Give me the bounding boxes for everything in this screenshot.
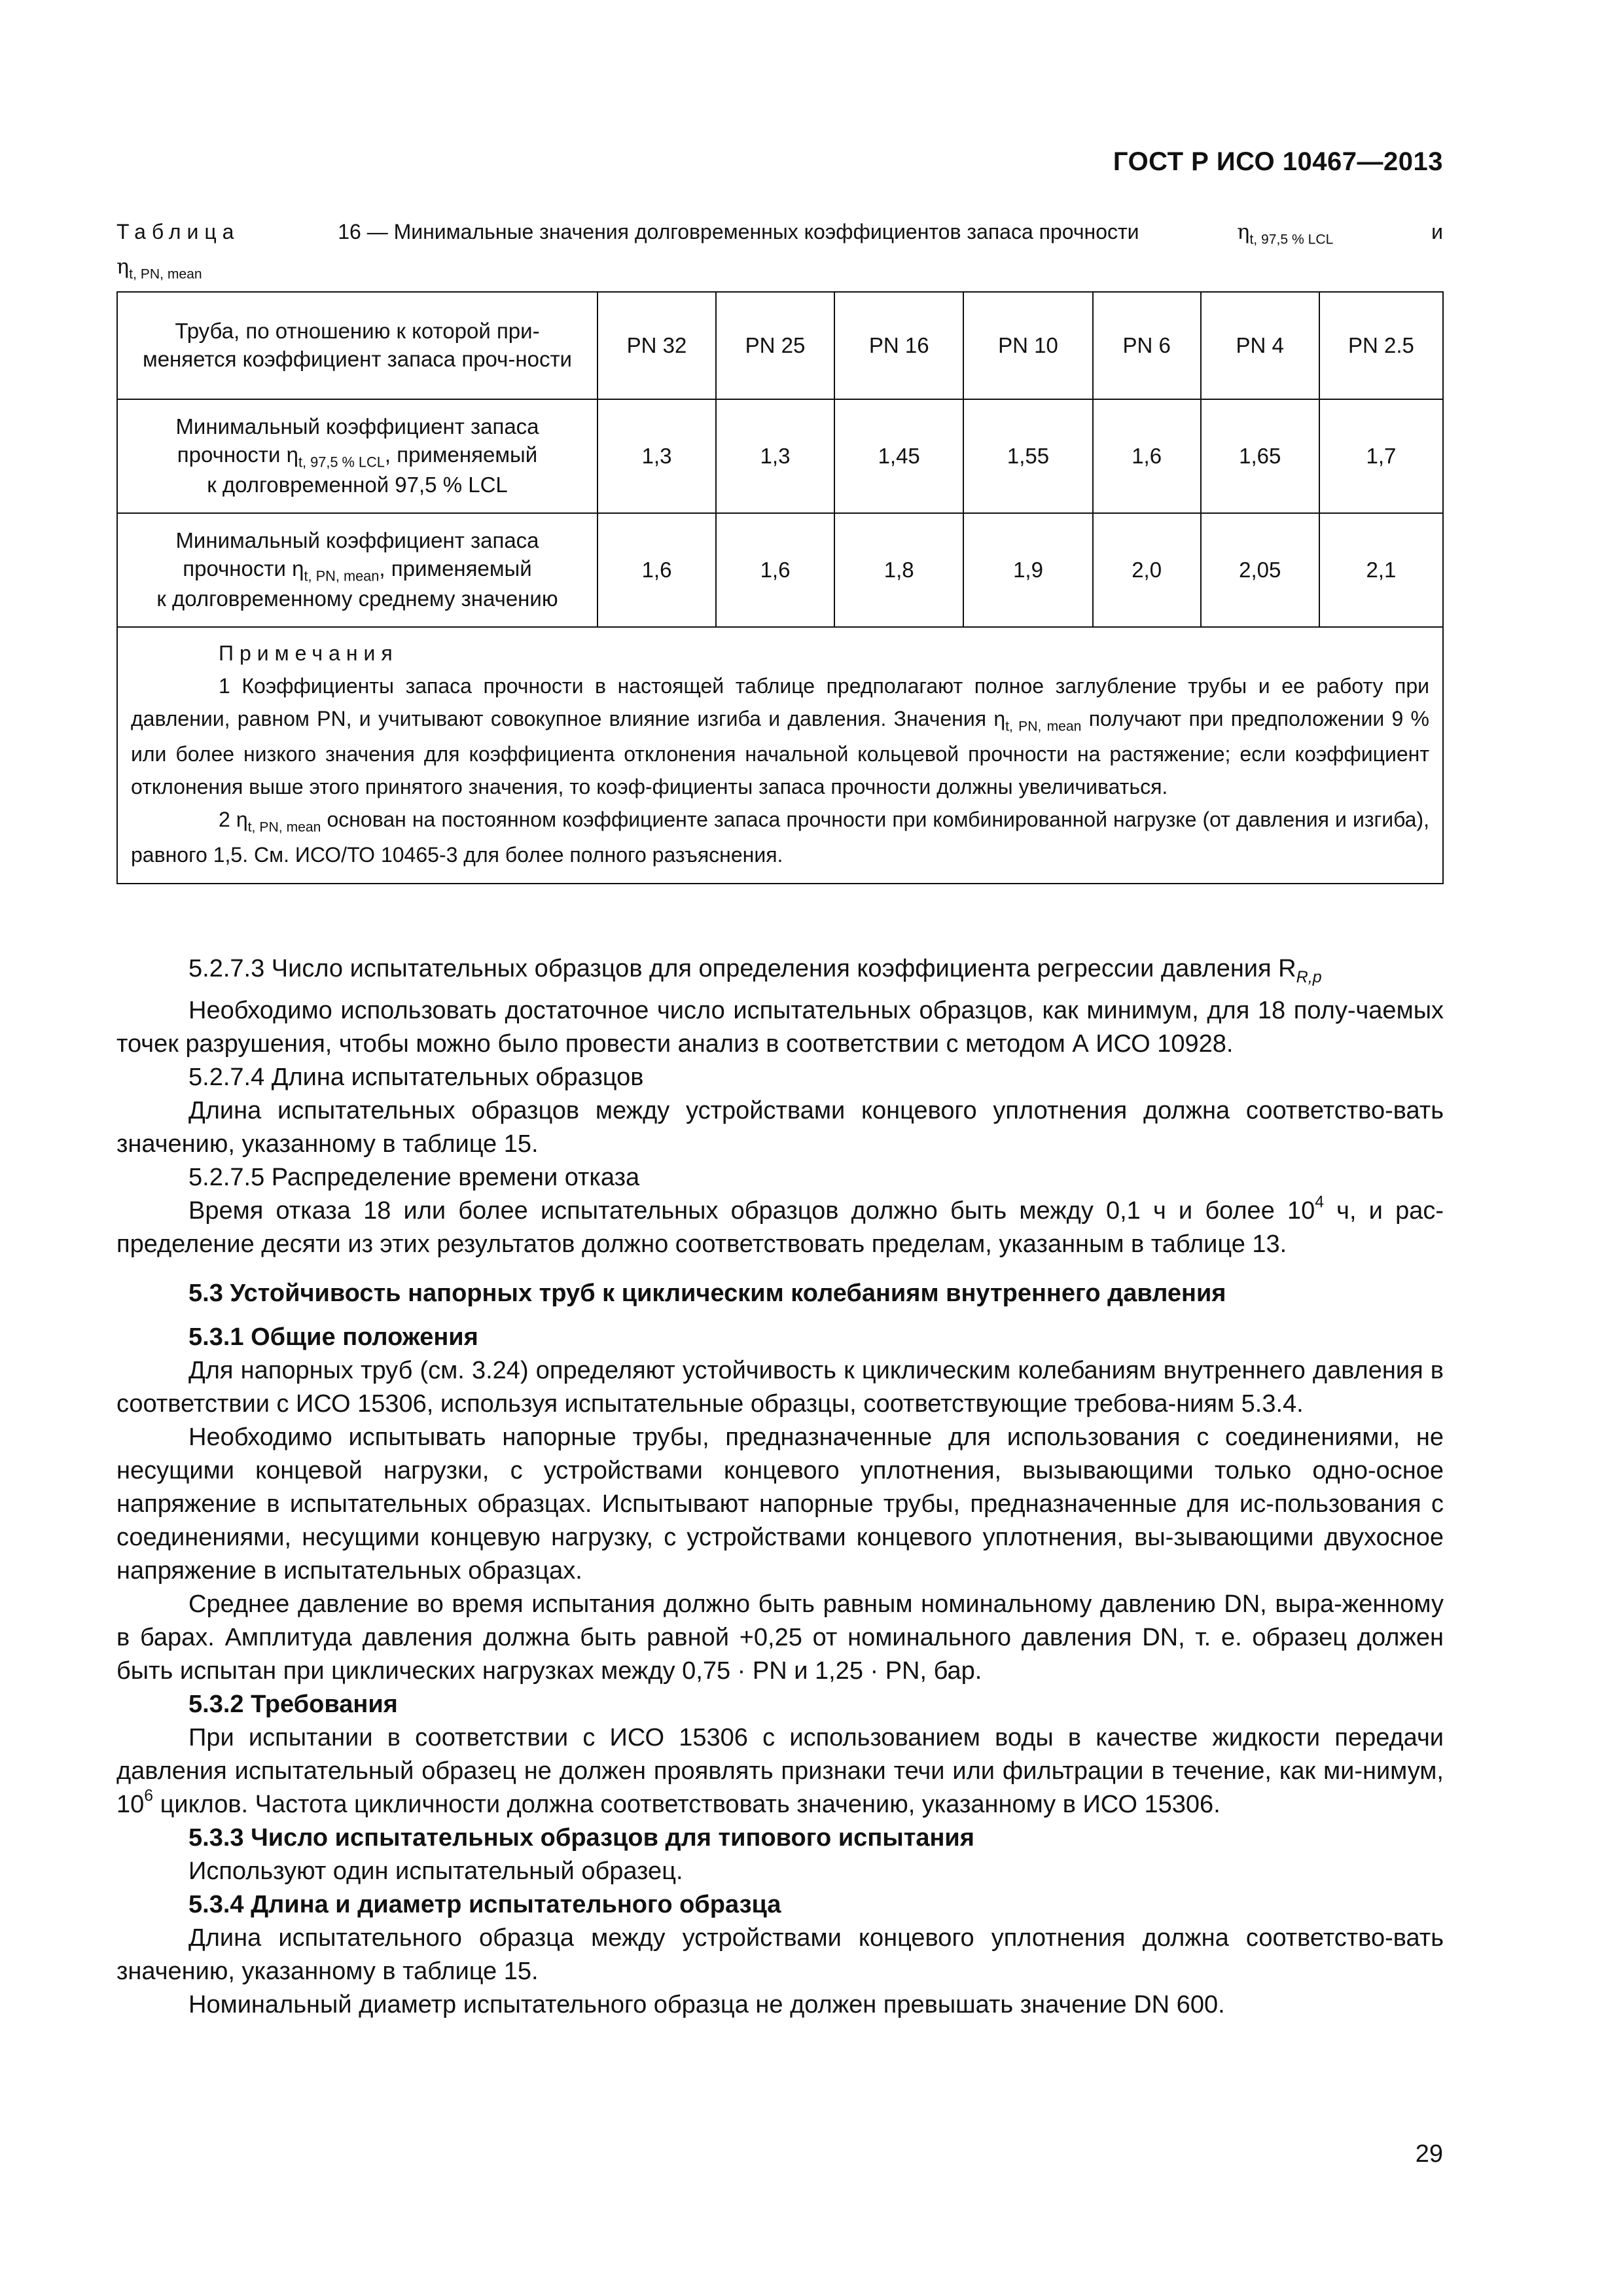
clause-5-3-3-paragraph: Используют один испытательный образец.: [188, 1857, 683, 1885]
table-cell: 1,3: [597, 399, 716, 513]
table-cell: 1,7: [1319, 399, 1443, 513]
caption-symbol-2: $\eta_{t, PN, mean}$: [116, 254, 202, 282]
table-cell: 1,8: [834, 513, 963, 627]
body-text: [116, 952, 1444, 2022]
page-number: 29: [1415, 2140, 1443, 2168]
clause-5-3-1-paragraph-2: Необходимо испытывать напорные трубы, предназначенные для использования с соединениями, не несущими концевой нагрузки, с устройствами концевого уплотнения, вызывающими только одно-осное напряжение в испытательных образцах. Испытывают напорные трубы, предназначенные для ис-пользования с соединениями, несущими концевую нагрузку, с устройствами концевого уплотнения, вы-зывающими двухосное напряжение в испытательных образцах.: [116, 1423, 1444, 1585]
table-cell: 2,1: [1319, 513, 1443, 627]
table-cell: 2,05: [1201, 513, 1319, 627]
caption-text: 16 — Минимальные значения долговременных коэффициентов запаса прочности: [338, 220, 1139, 243]
col-header-pn32: PN 32: [597, 292, 716, 399]
clause-5-2-7-3-text: Необходимо использовать достаточное число испытательных образцов, как минимум, для 18 полу-чаемых точек разрушения, чтобы можно было провести анализ в соответствии с методом А ИСО 10928.: [116, 996, 1444, 1058]
table-cell: 2,0: [1093, 513, 1201, 627]
clause-5-3-1-heading: 5.3.1 Общие положения: [188, 1323, 478, 1351]
safety-factor-table: [116, 291, 1444, 884]
table-row: [117, 399, 1443, 513]
table-row: [117, 513, 1443, 627]
table-cell: 1,55: [963, 399, 1092, 513]
clause-5-3-1-paragraph-3: Среднее давление во время испытания должно быть равным номинальному давлению DN, выра-женному в барах. Амплитуда давления должна быть равной +0,25 от номинального давления DN, т. е. образец должен быть испытан при циклических нагрузках между 0,75 · PN и 1,25 · PN, бар.: [116, 1590, 1444, 1685]
table-cell: 1,6: [716, 513, 834, 627]
row-desc-mean: Минимальный коэффициент запаса прочности $\eta_{t, PN, mean}$, применяемый к долговременному среднему значению: [117, 513, 597, 627]
clause-5-2-7-3-heading: 5.2.7.3 Число испытательных образцов для определения коэффициента регрессии давления $R_{R,p}$: [188, 955, 1322, 986]
clause-5-3-3-heading: 5.3.3 Число испытательных образцов для типового испытания: [188, 1823, 974, 1852]
clause-5-2-7-4-heading: 5.2.7.4 Длина испытательных образцов: [188, 1063, 644, 1091]
table-header-row: [117, 292, 1443, 399]
clause-5-3-2-paragraph: При испытании в соответствии с ИСО 15306 с использованием воды в качестве жидкости передачи давления испытательный образец не должен проявлять признаки течи или фильтрации в течение, как ми-нимум, $10^6$ циклов. Частота цикличности должна соответствовать значению, указанному в ИСО 15306.: [116, 1723, 1444, 1818]
caption-prefix: Таблица: [116, 220, 240, 243]
clause-5-3-4-paragraph-2: Номинальный диаметр испытательного образца не должен превышать значение DN 600.: [188, 1990, 1225, 2018]
table-notes-row: [117, 627, 1443, 884]
col-header-pn25: PN 25: [716, 292, 834, 399]
clause-5-2-7-5-text: Время отказа 18 или более испытательных образцов должно быть между 0,1 ч и более $10^4$ ч, и рас-пределение десяти из этих результатов должно соответствовать пределам, указанным в таблице 13.: [116, 1193, 1444, 1258]
section-5-3-heading: 5.3 Устойчивость напорных труб к циклическим колебаниям внутреннего давления: [188, 1279, 1226, 1307]
table-cell: 1,65: [1201, 399, 1319, 513]
note-2: 2 $\eta_{t, PN, mean}$ основан на постоянном коэффициенте запаса прочности при комбинированной нагрузке (от давления и изгиба), равного 1,5. См. ИСО/ТО 10465-3 для более полного разъяснения.: [131, 808, 1429, 867]
document-header: ГОСТ Р ИСО 10467—2013: [1113, 147, 1443, 176]
clause-5-3-4-heading: 5.3.4 Длина и диаметр испытательного образца: [188, 1890, 781, 1918]
table-cell: 1,6: [1093, 399, 1201, 513]
clause-5-3-1-paragraph-1: Для напорных труб (см. 3.24) определяют устойчивость к циклическим колебаниям внутреннего давления в соответствии с ИСО 15306, используя испытательные образцы, соответствующие требова-ниям 5.3.4.: [116, 1356, 1444, 1418]
col-header-pn16: PN 16: [834, 292, 963, 399]
table-cell: 1,6: [597, 513, 716, 627]
col-header-pn6: PN 6: [1093, 292, 1201, 399]
notes-title: Примечания: [219, 641, 399, 665]
caption-and: и: [1431, 220, 1443, 243]
col-header-pn4: PN 4: [1201, 292, 1319, 399]
row-desc-lcl: Минимальный коэффициент запаса прочности $\eta_{t, 97,5 \% LCL}$, применяемый к долговременной 97,5 % LCL: [117, 399, 597, 513]
table-caption: [116, 216, 1443, 285]
table-cell: 1,3: [716, 399, 834, 513]
clause-5-2-7-5-heading: 5.2.7.5 Распределение времени отказа: [188, 1163, 640, 1191]
col-header-pn10: PN 10: [963, 292, 1092, 399]
table-cell: 1,45: [834, 399, 963, 513]
caption-line-1: [116, 216, 1443, 251]
table-cell: 1,9: [963, 513, 1092, 627]
note-1: 1 Коэффициенты запаса прочности в настоящей таблице предполагают полное заглубление трубы и ее работу при давлении, равном PN, и учитывают совокупное влияние изгиба и давления. Значения $\eta_{t, PN, mean}$ получают при предположении 9 % или более низкого значения для коэффициента отклонения начальной кольцевой прочности на растяжение; если коэффициент отклонения выше этого принятого значения, то коэф-фициенты запаса прочности должны увеличиваться.: [131, 674, 1430, 799]
header-desc-cell: Труба, по отношению к которой при-меняется коэффициент запаса проч-ности: [117, 292, 597, 399]
clause-5-3-4-paragraph-1: Длина испытательного образца между устройствами концевого уплотнения должна соответство-вать значению, указанному в таблице 15.: [116, 1924, 1444, 1985]
table-notes: [117, 627, 1443, 884]
clause-5-3-2-heading: 5.3.2 Требования: [188, 1690, 398, 1718]
clause-5-2-7-4-text: Длина испытательных образцов между устройствами концевого уплотнения должна соответство-вать значению, указанному в таблице 15.: [116, 1096, 1444, 1158]
caption-symbol-1: $\eta_{t, 97,5 \% LCL}$: [1237, 219, 1334, 247]
col-header-pn2-5: PN 2.5: [1319, 292, 1443, 399]
